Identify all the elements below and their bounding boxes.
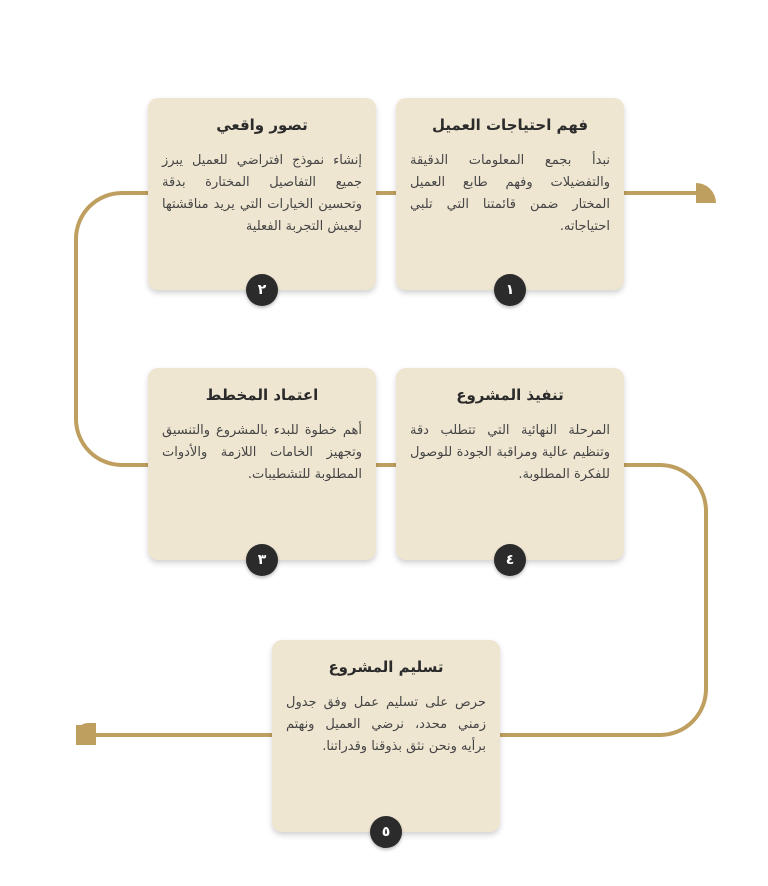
step-title: اعتماد المخطط — [205, 386, 319, 404]
step-number-badge: ٥ — [370, 816, 402, 848]
step-description: إنشاء نموذج افتراضي للعميل يبرز جميع التفاصيل المختارة بدقة وتحسين الخيارات التي يريد مناقشتها ليعيش التجربة الفعلية — [162, 153, 362, 234]
step-card-1 — [396, 98, 624, 298]
step-title: تصور واقعي — [216, 116, 308, 134]
step-card-3 — [148, 368, 376, 568]
step-description: حرص على تسليم عمل وفق جدول زمني محدد، نرضي العميل ونهتم برأيه ونحن نثق بذوقنا وقدراتنا. — [286, 695, 486, 754]
step-title: تسليم المشروع — [328, 658, 444, 676]
step-title: تنفيذ المشروع — [456, 386, 564, 404]
flow-start-cap — [696, 183, 716, 203]
step-description: نبدأ بجمع المعلومات الدقيقة والتفضيلات وفهم طابع العميل المختار ضمن قائمتنا التي تلبي احتياجاته. — [410, 153, 610, 234]
step-number-badge: ٣ — [246, 544, 278, 576]
step-title: فهم احتياجات العميل — [431, 116, 589, 134]
connector-2-3 — [76, 193, 148, 465]
step-description: المرحلة النهائية التي تتطلب دقة وتنظيم عالية ومراقبة الجودة للوصول للفكرة المطلوبة. — [410, 423, 610, 482]
step-number-badge: ١ — [494, 274, 526, 306]
step-description: أهم خطوة للبدء بالمشروع والتنسيق وتجهيز الخامات اللازمة والأدوات المطلوبة للتشطيبات. — [162, 423, 362, 482]
step-card-4 — [396, 368, 624, 568]
step-number-badge: ٢ — [246, 274, 278, 306]
step-card-5 — [272, 640, 500, 840]
step-card-2 — [148, 98, 376, 298]
step-number-badge: ٤ — [494, 544, 526, 576]
